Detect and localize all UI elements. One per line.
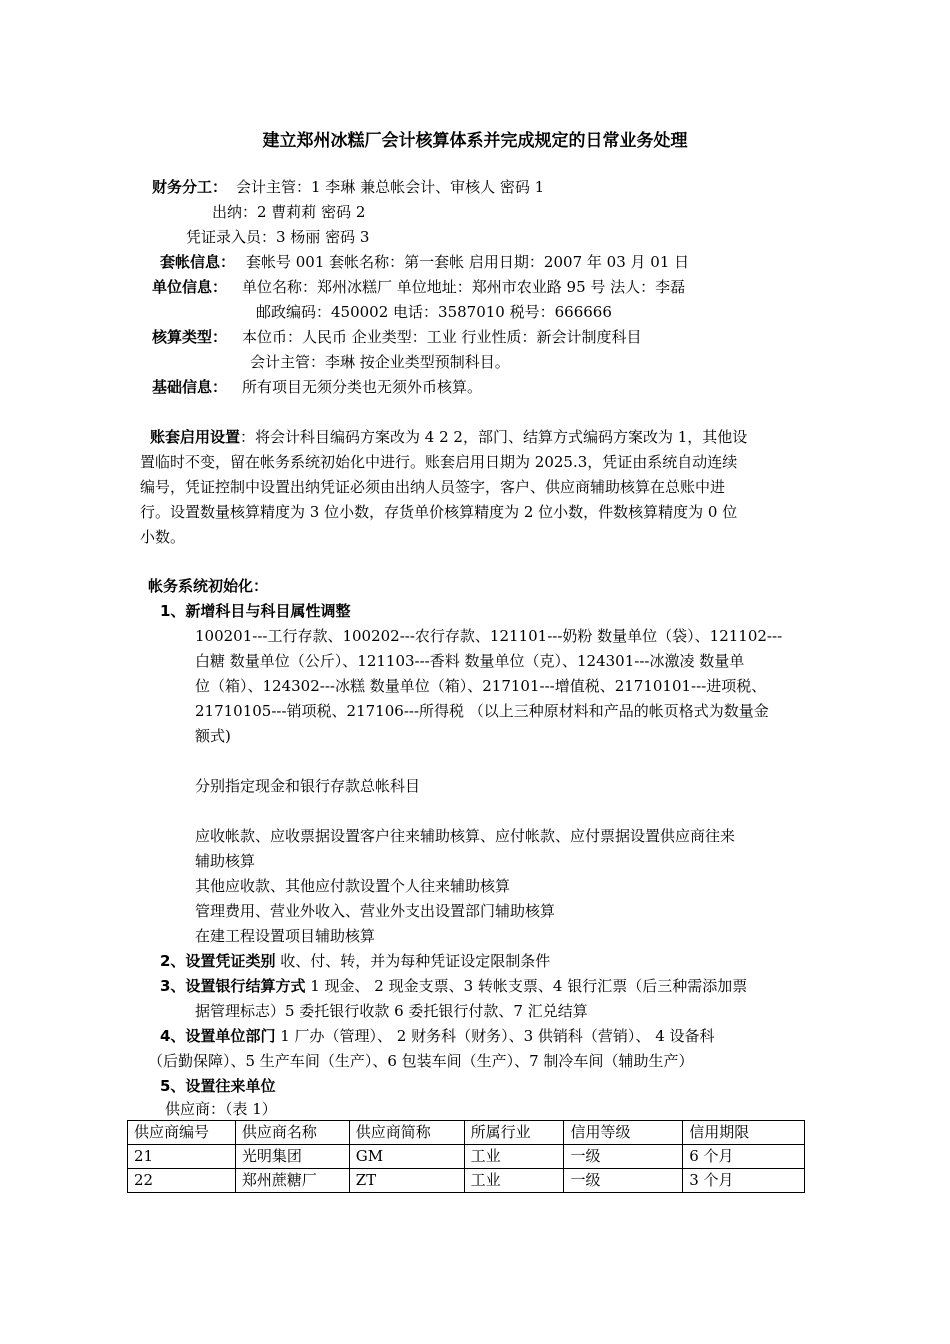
page-title: 建立郑州冰糕厂会计核算体系并完成规定的日常业务处理 <box>262 131 688 151</box>
aux-line: 其他应收款、其他应付款设置个人往来辅助核算 <box>195 877 511 895</box>
column-header: 信用等级 <box>564 1121 683 1145</box>
table-header-row <box>128 1121 805 1145</box>
subject-line: 100201---工行存款、100202---农行存款、121101---奶粉 数量单位（袋）、121102--- <box>195 627 783 645</box>
accounting-type-line-1: 本位币：人民币 企业类型：工业 行业性质：新会计制度科目 <box>242 328 642 346</box>
supplier-table-caption: 供应商：（表 1） <box>165 1100 277 1118</box>
subject-line: 额式) <box>195 727 231 745</box>
section-4-text-2: （后勤保障）、5 生产车间（生产）、6 包装车间（生产）、7 制冷车间（辅助生产） <box>148 1052 694 1070</box>
section-3-text-2: 据管理标志）5 委托银行收款 6 委托银行付款、7 汇兑结算 <box>195 1002 588 1020</box>
section-3-text: 1 现金、 2 现金支票、3 转帐支票、4 银行汇票（后三种需添加票 <box>305 977 748 995</box>
setup-line: 编号，凭证控制中设置出纳凭证必须由出纳人员签字，客户、供应商辅助核算在总账中进 <box>140 478 726 496</box>
section-2-heading: 2、设置凭证类别 <box>160 952 276 970</box>
column-header: 供应商名称 <box>235 1121 349 1145</box>
table-cell: 一级 <box>564 1145 683 1169</box>
setup-line: 小数。 <box>140 528 186 546</box>
finance-line-3: 凭证录入员：3 杨丽 密码 3 <box>186 228 370 246</box>
unit-label: 单位信息： <box>152 278 228 296</box>
table-row <box>128 1169 805 1193</box>
finance-line-1: 会计主管：1 李琳 兼总帐会计、审核人 密码 1 <box>236 178 545 196</box>
section-5-heading: 5、设置往来单位 <box>160 1077 276 1095</box>
unit-line-1: 单位名称：郑州冰糕厂 单位地址：郑州市农业路 95 号 法人：李磊 <box>242 278 686 296</box>
section-4-text: 1 厂办（管理）、 2 财务科（财务）、3 供销科（营销）、 4 设备科 <box>275 1027 715 1045</box>
table-cell: 22 <box>128 1169 236 1193</box>
section-1-heading: 1、新增科目与科目属性调整 <box>160 602 351 620</box>
subject-line: 白糖 数量单位（公斤）、121103---香料 数量单位（克）、124301---冰激凌 数量单 <box>195 652 745 670</box>
base-info-label: 基础信息： <box>152 378 228 396</box>
table-cell: GM <box>349 1145 464 1169</box>
setup-line: ：将会计科目编码方案改为 4 2 2，部门、结算方式编码方案改为 1，其他设 <box>240 428 748 446</box>
finance-label: 财务分工： <box>152 178 228 196</box>
table-cell: 工业 <box>464 1145 564 1169</box>
section-4 <box>160 1026 715 1046</box>
account-set-text: 套帐号 001 套帐名称：第一套帐 启用日期：2007 年 03 月 01 日 <box>246 253 690 271</box>
table-cell: 6 个月 <box>683 1145 805 1169</box>
column-header: 所属行业 <box>464 1121 564 1145</box>
table-row <box>128 1145 805 1169</box>
section-2 <box>160 951 550 971</box>
table-cell: 工业 <box>464 1169 564 1193</box>
aux-line: 在建工程设置项目辅助核算 <box>195 927 376 945</box>
section-4-heading: 4、设置单位部门 <box>160 1027 276 1045</box>
aux-line: 辅助核算 <box>195 852 256 870</box>
table-cell: 光明集团 <box>235 1145 349 1169</box>
supplier-table <box>127 1120 805 1193</box>
column-header: 供应商编号 <box>128 1121 236 1145</box>
finance-line-2: 出纳：2 曹莉莉 密码 2 <box>212 203 366 221</box>
init-heading: 帐务系统初始化： <box>148 577 269 595</box>
column-header: 供应商简称 <box>349 1121 464 1145</box>
table-cell: 一级 <box>564 1169 683 1193</box>
setup-label: 账套启用设置 <box>150 428 241 446</box>
aux-line: 管理费用、营业外收入、营业外支出设置部门辅助核算 <box>195 902 556 920</box>
base-info-text: 所有项目无须分类也无须外币核算。 <box>242 378 483 396</box>
subject-line: 21710105---销项税、217106---所得税 （以上三种原材料和产品的帐页格式为数量金 <box>195 702 769 720</box>
accounting-type-label: 核算类型： <box>152 328 228 346</box>
column-header: 信用期限 <box>683 1121 805 1145</box>
account-set-label: 套帐信息： <box>160 253 236 271</box>
aux-line: 应收帐款、应收票据设置客户往来辅助核算、应付帐款、应付票据设置供应商往来 <box>195 827 736 845</box>
table-cell: 21 <box>128 1145 236 1169</box>
section-3-heading: 3、设置银行结算方式 <box>160 977 306 995</box>
section-3 <box>160 976 747 996</box>
subject-line: 位（箱）、124302---冰糕 数量单位（箱）、217101---增值税、21710101---进项税、 <box>195 677 767 695</box>
setup-line: 置临时不变，留在帐务系统初始化中进行。账套启用日期为 2025.3，凭证由系统自动连续 <box>140 453 738 471</box>
setup-paragraph-line-1 <box>150 427 747 447</box>
table-cell: 3 个月 <box>683 1169 805 1193</box>
accounting-type-line-2: 会计主管：李琳 按企业类型预制科目。 <box>250 353 510 371</box>
table-cell: ZT <box>349 1169 464 1193</box>
unit-line-2: 邮政编码：450002 电话：3587010 税号：666666 <box>256 303 612 321</box>
cash-bank-text: 分别指定现金和银行存款总帐科目 <box>195 777 421 795</box>
section-2-text: 收、付、转，并为每种凭证设定限制条件 <box>275 952 551 970</box>
setup-line: 行。设置数量核算精度为 3 位小数，存货单价核算精度为 2 位小数，件数核算精度为 0 位 <box>140 503 738 521</box>
table-cell: 郑州蔗糖厂 <box>235 1169 349 1193</box>
